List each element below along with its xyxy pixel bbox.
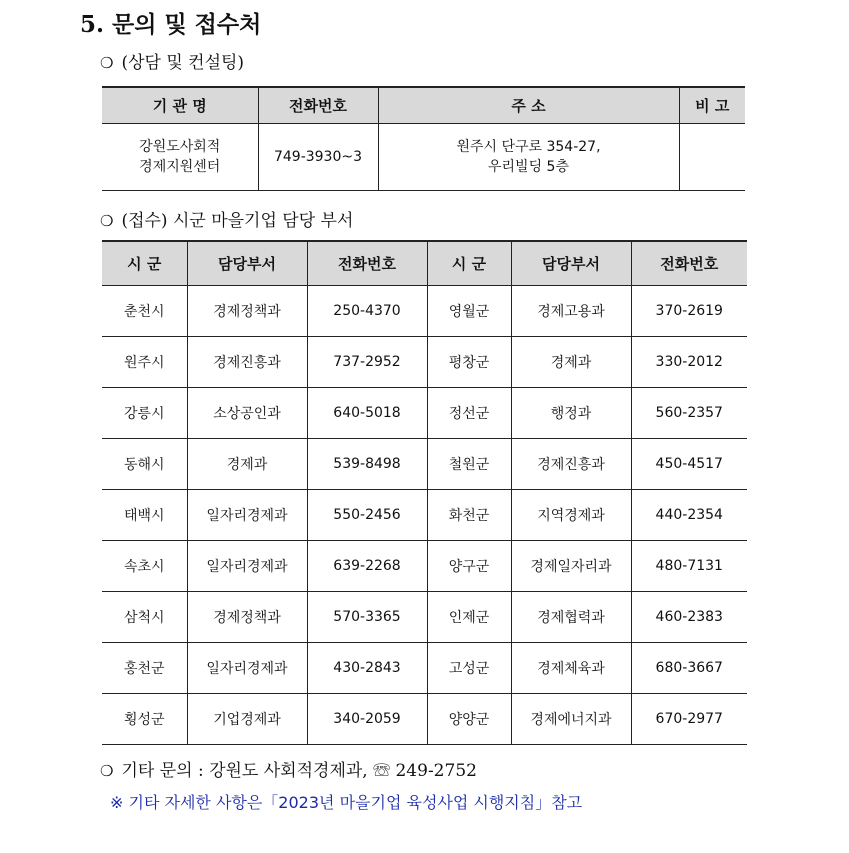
reception-table xyxy=(102,240,747,745)
phone-cell: 737-2952 xyxy=(307,337,427,388)
phone-cell: 340-2059 xyxy=(307,694,427,745)
phone-cell: 460-2383 xyxy=(631,592,747,643)
department-cell: 경제정책과 xyxy=(187,286,307,337)
region-cell: 속초시 xyxy=(102,541,187,592)
region-cell: 태백시 xyxy=(102,490,187,541)
address-cell xyxy=(378,124,679,191)
phone-cell: 749-3930~3 xyxy=(258,124,378,191)
table-row xyxy=(102,439,747,490)
department-cell: 경제에너지과 xyxy=(511,694,631,745)
phone-cell: 640-5018 xyxy=(307,388,427,439)
department-cell: 경제과 xyxy=(511,337,631,388)
reception-header-row xyxy=(102,241,747,286)
region-cell: 평창군 xyxy=(427,337,511,388)
department-cell: 행정과 xyxy=(511,388,631,439)
phone-cell: 550-2456 xyxy=(307,490,427,541)
region-cell: 화천군 xyxy=(427,490,511,541)
table-row xyxy=(102,337,747,388)
region-cell: 강릉시 xyxy=(102,388,187,439)
department-cell: 경제진흥과 xyxy=(511,439,631,490)
consult-header-row xyxy=(102,87,745,124)
table-row xyxy=(102,286,747,337)
org-cell xyxy=(102,124,258,191)
region-cell: 철원군 xyxy=(427,439,511,490)
department-cell: 경제진흥과 xyxy=(187,337,307,388)
region-cell: 삼척시 xyxy=(102,592,187,643)
table-row xyxy=(102,541,747,592)
phone-cell: 570-3365 xyxy=(307,592,427,643)
phone-cell: 430-2843 xyxy=(307,643,427,694)
region-cell: 동해시 xyxy=(102,439,187,490)
department-cell: 경제협력과 xyxy=(511,592,631,643)
department-cell: 소상공인과 xyxy=(187,388,307,439)
region-cell: 인제군 xyxy=(427,592,511,643)
department-cell: 경제일자리과 xyxy=(511,541,631,592)
other-inquiry xyxy=(100,756,477,781)
phone-cell: 539-8498 xyxy=(307,439,427,490)
phone-cell: 560-2357 xyxy=(631,388,747,439)
address-line2: 우리빌딩 5층 xyxy=(488,159,569,175)
phone-cell: 440-2354 xyxy=(631,490,747,541)
region-cell: 영월군 xyxy=(427,286,511,337)
region-cell: 춘천시 xyxy=(102,286,187,337)
col-header-phone: 전화번호 xyxy=(307,241,427,286)
department-cell: 지역경제과 xyxy=(511,490,631,541)
reception-heading-text: (접수) 시군 마을기업 담당 부서 xyxy=(121,211,354,231)
page-title: 5. 문의 및 접수처 xyxy=(80,11,262,38)
department-cell: 경제과 xyxy=(187,439,307,490)
address-line1: 원주시 단구로 354-27, xyxy=(456,139,601,155)
region-cell: 원주시 xyxy=(102,337,187,388)
consult-table xyxy=(102,86,745,191)
phone-cell: 330-2012 xyxy=(631,337,747,388)
col-header-remark: 비 고 xyxy=(679,87,745,124)
col-header-phone: 전화번호 xyxy=(258,87,378,124)
col-header-department: 담당부서 xyxy=(187,241,307,286)
reference-note: ※ 기타 자세한 사항은「2023년 마을기업 육성사업 시행지침」참고 xyxy=(110,793,583,812)
reception-table-body xyxy=(102,286,747,745)
table-row xyxy=(102,490,747,541)
consult-heading-text: (상담 및 컨설팅) xyxy=(121,53,245,73)
col-header-org: 기 관 명 xyxy=(102,87,258,124)
department-cell: 경제체육과 xyxy=(511,643,631,694)
col-header-phone-2: 전화번호 xyxy=(631,241,747,286)
circle-bullet-icon: ❍ xyxy=(100,54,114,72)
department-cell: 경제고용과 xyxy=(511,286,631,337)
consult-heading xyxy=(100,48,244,73)
phone-cell: 639-2268 xyxy=(307,541,427,592)
region-cell: 양양군 xyxy=(427,694,511,745)
table-row xyxy=(102,388,747,439)
org-line1: 강원도사회적 xyxy=(139,139,221,155)
department-cell: 일자리경제과 xyxy=(187,643,307,694)
region-cell: 횡성군 xyxy=(102,694,187,745)
col-header-region-2: 시 군 xyxy=(427,241,511,286)
other-inquiry-text: 기타 문의 : 강원도 사회적경제과, ☏ 249-2752 xyxy=(121,761,477,781)
phone-cell: 680-3667 xyxy=(631,643,747,694)
phone-cell: 480-7131 xyxy=(631,541,747,592)
reception-heading xyxy=(100,206,353,231)
phone-cell: 370-2619 xyxy=(631,286,747,337)
col-header-department-2: 담당부서 xyxy=(511,241,631,286)
org-line2: 경제지원센터 xyxy=(139,159,221,175)
department-cell: 기업경제과 xyxy=(187,694,307,745)
region-cell: 홍천군 xyxy=(102,643,187,694)
table-row xyxy=(102,694,747,745)
col-header-address: 주 소 xyxy=(378,87,679,124)
phone-cell: 670-2977 xyxy=(631,694,747,745)
table-row xyxy=(102,592,747,643)
remark-cell xyxy=(679,124,745,191)
phone-cell: 250-4370 xyxy=(307,286,427,337)
department-cell: 일자리경제과 xyxy=(187,541,307,592)
region-cell: 양구군 xyxy=(427,541,511,592)
circle-bullet-icon: ❍ xyxy=(100,212,114,230)
table-row xyxy=(102,124,745,191)
col-header-region: 시 군 xyxy=(102,241,187,286)
table-row xyxy=(102,643,747,694)
department-cell: 일자리경제과 xyxy=(187,490,307,541)
phone-cell: 450-4517 xyxy=(631,439,747,490)
region-cell: 고성군 xyxy=(427,643,511,694)
circle-bullet-icon: ❍ xyxy=(100,762,114,780)
department-cell: 경제정책과 xyxy=(187,592,307,643)
region-cell: 정선군 xyxy=(427,388,511,439)
